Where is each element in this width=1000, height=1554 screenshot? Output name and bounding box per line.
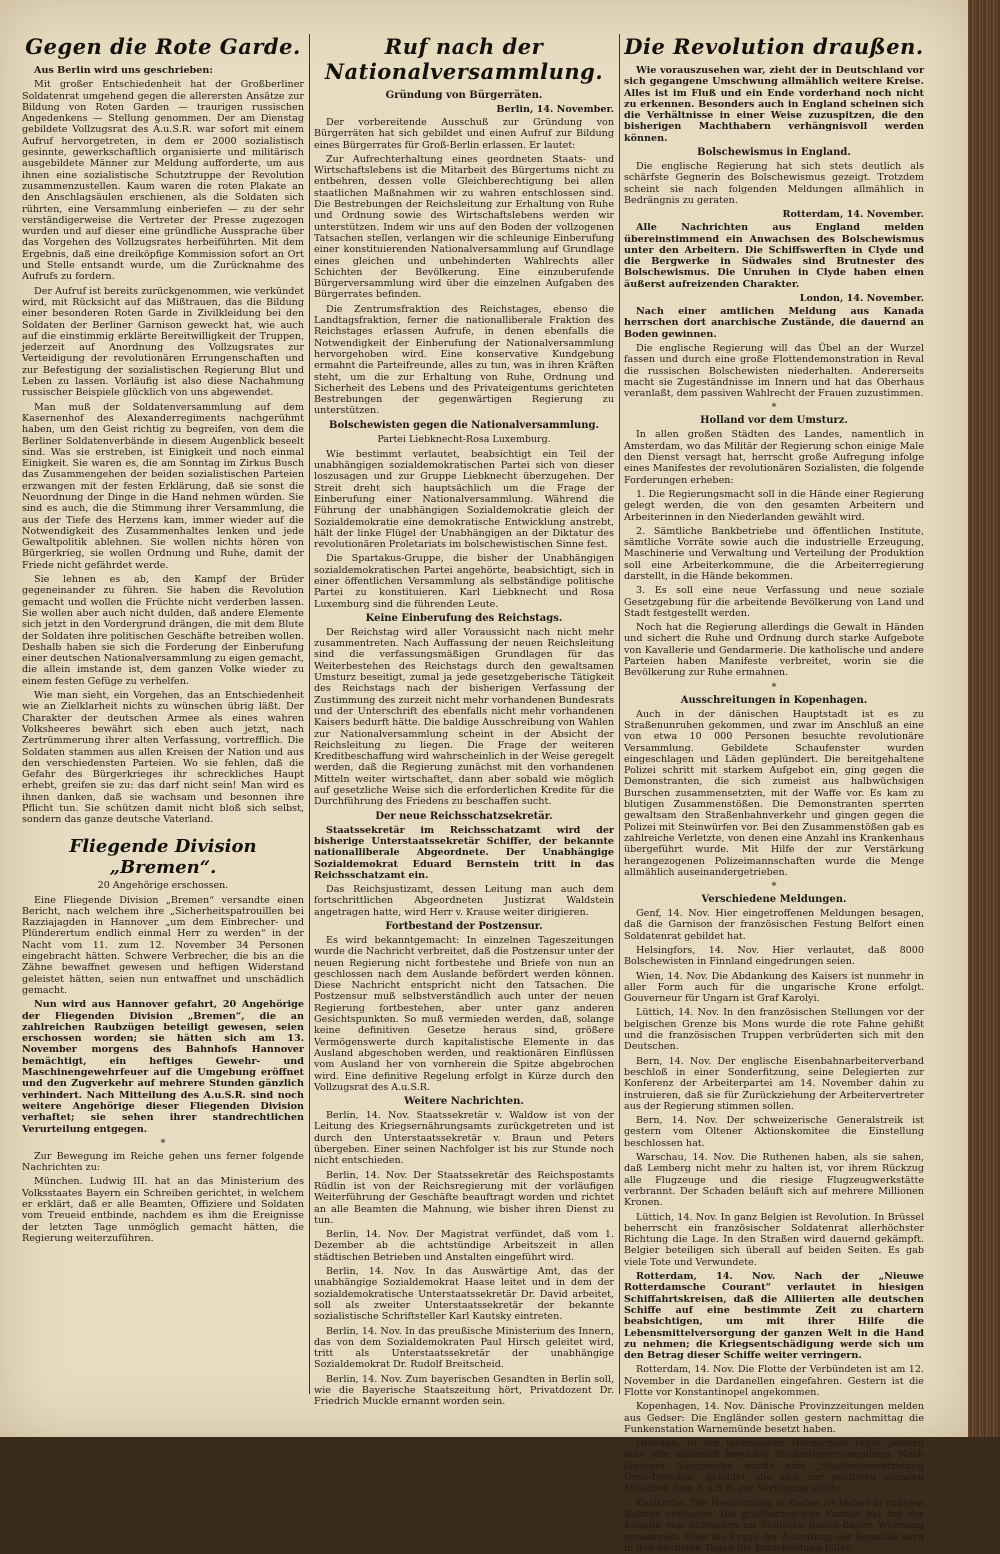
column-right bbox=[624, 34, 924, 1554]
column-middle bbox=[314, 34, 614, 1408]
paragraph: Bern, 14. Nov. Der schweizerische Generalstreik ist gestern vom Oltener Aktionskomitee die Einstellung beschlossen hat. bbox=[624, 1115, 924, 1149]
paragraph: Eine Fliegende Division „Bremen“ versandte einen Bericht, nach welchem ihre „Sicherheitspatrouillen bei Razziajagden in Hannover „um dem Einbrecher- und Plünderertum endlich einmal Herr zu werden“ in der Nacht vom 11. zum 12. November 34 Personen eingebracht hätten. Schwere Verbrecher, die bis an die Zähne bewaffnet gewesen und heftigen Widerstand geleistet hätten, seien nun entwaffnet und unschädlich gemacht. bbox=[22, 894, 304, 996]
paragraph: Es wird bekanntgemacht: In einzelnen Tageszeitungen wurde die Nachricht verbreitet, daß die Postzensur unter der neuen Regierung nicht fortbestehe und Briefe von nun an geschlossen nach dem Auslande befördert werden können. Diese Nachricht entspricht nicht den Tatsachen. Die Postzensur muß selbstverständlich auch unter der neuen Regierung fortbestehen, aber unter ganz anderen Gesichtspunkten. So muß vermieden werden, daß, solange keine definitiven Gesetze heraus sind, größere Vermögenswerte durch kapitalistische Elemente in das Ausland abgeschoben werden, und reaktionären Einflüssen vom Ausland her von vornherein die Spitze abgebrochen wird. Eine definitive Regelung erfolgt in Kürze durch den Vollzugsrat des A.u.S.R. bbox=[314, 935, 614, 1093]
paragraph: Die englische Regierung will das Übel an der Wurzel fassen und durch eine große Flottendemonstration in Reval die russischen Bolschewisten niederhalten. Andererseits macht sie Zugeständnisse im Innern und hat das Oberhaus veranlaßt, dem passiven Wahlrecht der Frauen zuzustimmen. bbox=[624, 342, 924, 400]
section-subheading: Partei Liebknecht-Rosa Luxemburg. bbox=[377, 433, 551, 445]
section-heading: Fortbestand der Postzensur. bbox=[385, 921, 543, 932]
paragraph: Alle Nachrichten aus England melden übereinstimmend ein Anwachsen des Bolschewismus unter den Arbeitern. Die Schiffswerften in Clyde und die Bergwerke in Südwales sind Brutnester des Bolschewismus. Die Unruhen in Clyde haben einen äußerst aufreizenden Charakter. bbox=[624, 222, 924, 290]
paragraph: Man muß der Soldatenversammlung auf dem Kasernenhof des Alexanderregiments nachgerühmt haben, um den Geist richtig zu begreifen, von dem die Berliner Soldatenverbände in diesem Augenblick beseelt sind. Was sie erstreben, ist Einigkeit und noch einmal Einigkeit. Sie waren es, die am Sonntag im Zirkus Busch das Zusammengehen der beiden sozialistischen Parteien erzwangen mit der festen Erklärung, daß sie sonst die Neuordnung der Dinge in die Hand nehmen würden. Sie sind es auch, die die Stimmung ihrer Versammlung, die aus der Tiefe des Herzens kam, immer wieder auf die Notwendigkeit des Zusammenhaltes lenken und jede Gewaltpolitik ablehnen. Sie wollen nichts hören von Bürgerkrieg, sie wollen Ordnung und Ruhe, damit der Friede nicht gefährdet werde. bbox=[22, 401, 304, 571]
paragraph: 1. Die Regierungsmacht soll in die Hände einer Regierung gelegt werden, die von den gesamten Arbeitern und Arbeiterinnen in den Niederlanden gewählt wird. bbox=[624, 488, 924, 523]
paragraph: Die Spartakus-Gruppe, die bisher der Unabhängigen sozialdemokratischen Partei angehörte, beabsichtigt, sich in einer öffentlichen Versammlung als selbständige politische Partei zu konstituieren. Karl Liebknecht und Rosa Luxemburg sind die führenden Leute. bbox=[314, 553, 614, 610]
paragraph: Wie bestimmt verlautet, beabsichtigt ein Teil der unabhängigen sozialdemokratischen Partei sich von dieser loszusagen und zur Gruppe Liebknecht überzugehen. Der Streit dreht sich hauptsächlich um die Frage der Einberufung einer Nationalversammlung. Während die Führung der unabhängigen Sozialdemokratie gleich der Sozialdemokratie eine demokratische Entwicklung anstrebt, hält der linke Flügel der Unabhängigen an der Diktatur des revolutionären Proletariats im bolschewistischen Sinne fest. bbox=[314, 448, 614, 551]
paragraph: Nun wird aus Hannover gefahrt, 20 Angehörige der Fliegenden Division „Bremen“, die an zahlreichen Raubzügen beteiligt gewesen, seien erschossen worden; sie hätten sich am 13. November morgens des Bahnhofs Hannover bemächtigt, ein heftiges Gewehr- und Maschinengewehrfeuer auf die Umgebung eröffnet und den Zugverkehr auf mehrere Stunden gänzlich verhindert. Nach Mitteilung des A.u.S.R. sind noch weitere Angehörige dieser Fliegenden Division verhaftet; sie sehen ihrer standrechtlichen Verurteilung entgegen. bbox=[22, 999, 304, 1135]
dateline: London, 14. November. bbox=[799, 293, 924, 305]
paragraph: Dresden. In der technischen Hochschule tagte gestern eine sehr zahlreich besuchte Studentenversammlung. Nach längerer Aussprache wurde eine „Studentenvertretung Groß-Dresden“ gebildet, die sich zur positiven sozialen Mitarbeit dem A.u.S.R. zur Verfügung stellte. bbox=[624, 1438, 924, 1495]
section-heading: Weitere Nachrichten. bbox=[404, 1096, 524, 1108]
headline-nationalversammlung: Ruf nach der Nationalversammlung. bbox=[324, 34, 604, 84]
paragraph: Das Reichsjustizamt, dessen Leitung man auch dem fortschrittlichen Abgeordneten Justizrat Waldstein angetragen hatte, wird Herr v. Krause weiter dirigieren. bbox=[314, 884, 614, 918]
paragraph: Die englische Regierung hat sich stets deutlich als schärfste Gegnerin des Bolschewismus gezeigt. Trotzdem scheint sie nach folgenden Meldungen allmählich in Bedrängnis zu geraten. bbox=[624, 161, 924, 206]
separator-star: * bbox=[771, 402, 777, 414]
paragraph: In allen großen Städten des Landes, namentlich in Amsterdam, wo das Militär der Regierung schon einige Male den Dienst versagt hat, herrscht große Aufregung infolge eines Manifestes der revolutionären Sozialisten, die folgende Forderungen erheben: bbox=[624, 429, 924, 486]
paragraph: Wie vorauszusehen war, zieht der in Deutschland vor sich gegangene Umschwung allmählich weitere Kreise. Alles ist im Fluß und ein Ende vorderhand noch nicht zu erkennen. Besonders auch in England scheinen sich die Verhältnisse in einer Weise zuzuspitzen, die den bisherigen Machthabern verhängnisvoll werden können. bbox=[624, 65, 924, 144]
paragraph: Lüttich, 14. Nov. In den französischen Stellungen vor der belgischen Grenze bis Mons wurde die rote Fahne gehißt und die französischen Truppen verbrüderten sich mit den Deutschen. bbox=[624, 1007, 924, 1053]
paragraph: Nach einer amtlichen Meldung aus Kanada herrschen dort anarchische Zustände, die dauernd an Boden gewinnen. bbox=[624, 306, 924, 340]
paragraph: München. Ludwig III. hat an das Ministerium des Volksstaates Bayern ein Schreiben gerichtet, in welchem er erklärt, daß er alle Beamten, Offiziere und Soldaten vom Treueid entbinde, nachdem es ihm die Ereignisse der letzten Tage unmöglich gemacht hätten, die Regierung weiterzuführen. bbox=[22, 1176, 304, 1244]
section-heading: Holland vor dem Umsturz. bbox=[700, 415, 848, 427]
paragraph: Rotterdam, 14. Nov. Die Flotte der Verbündeten ist am 12. November in die Dardanellen eingefahren. Gestern ist die Flotte vor Konstantinopel angekommen. bbox=[624, 1364, 924, 1398]
section-heading: Der neue Reichsschatzsekretär. bbox=[375, 810, 553, 822]
paragraph: Berlin, 14. Nov. Zum bayerischen Gesandten in Berlin soll, wie die Bayerische Staatszeitung hört, Privatdozent Dr. Friedrich Muckle ernannt worden sein. bbox=[314, 1373, 614, 1408]
paragraph: Staatssekretär im Reichsschatzamt wird der bisherige Unterstaatssekretär Schiffer, der bekannte nationalliberale Abgeordnete. Der Unabhängige Sozialdemokrat Eduard Bernstein tritt in das Reichsschatzamt ein. bbox=[314, 824, 614, 881]
headline-rote-garde: Gegen die Rote Garde. bbox=[25, 34, 301, 59]
paragraph: Wie man sieht, ein Vorgehen, das an Entschiedenheit wie an Zielklarheit nichts zu wünschen übrig läßt. Der Charakter der deutschen Armee als eines wahren Volksheeres bewährt sich eben auch jetzt, nach Zertrümmerung ihrer alten Verfassung, vortrefflich. Die Soldaten stammen aus allen Kreisen der Nation und aus den verschiedensten Parteien. Wo sie fehlen, daß die Gefahr des Bürgerkrieges ihr schreckliches Haupt erhebt, greifen sie zu: das darf nicht sein! Man wird es ihnen danken, daß sie wachsam und besonnen ihre Pflicht tun. Sie schützen damit nicht bloß sich selbst, sondern das ganze deutsche Vaterland. bbox=[22, 690, 304, 826]
separator-star: * bbox=[771, 881, 777, 893]
section-heading: Bolschewisten gegen die Nationalversammlung. bbox=[329, 419, 599, 431]
paragraph: Berlin, 14. Nov. Der Staatssekretär des Reichspostamts Rüdlin ist von der Reichsregierung mit der vorläufigen Weiterführung der Geschäfte beauftragt worden und richtet an alle Beamten die Mahnung, wie bisher ihren Dienst zu tun. bbox=[314, 1169, 614, 1226]
separator-star: * bbox=[771, 681, 777, 693]
paragraph: Zur Aufrechterhaltung eines geordneten Staats- und Wirtschaftslebens ist die Mitarbeit des Bürgertums nicht zu entbehren, dessen volle Gleichberechtigung bei allen staatlichen Maßnahmen wir zu wahren entschlossen sind. Die Bestrebungen der Reichsleitung zur Erhaltung von Ruhe und Ordnung sowie des Wirtschaftslebens werden wir unterstützen. Indem wir uns auf den Boden der vollzogenen Tatsachen stellen, verlangen wir die schleunige Einberufung einer konstituierenden Nationalversammlung auf Grundlage eines gleichen und unbehinderten Wahlrechts aller Schichten der Bevölkerung. Eine einzuberufende Bürgerversammlung wird über die einzelnen Aufgaben des Bürgerrates befinden. bbox=[314, 153, 614, 301]
dateline: Rotterdam, 14. November. bbox=[782, 209, 924, 221]
paragraph: Der Reichstag wird aller Voraussicht nach nicht mehr zusammentreten. Nach Auffassung der neuen Reichsleitung sind die verfassungsmäßigen Grundlagen für das Weiterbestehen des Reichstags durch den gewaltsamen Umsturz beseitigt, zumal ja jede gesetzgeberische Tätigkeit des Reichstags nach der bisherigen Verfassung der Zustimmung des zurzeit nicht mehr vorhandenen Bundesrats und der Unterschrift des ebenfalls nicht mehr vorhandenen Kaisers bedurft hätte. Die baldige Ausschreibung von Wahlen zur Nationalversammlung scheint in der Absicht der Reichsleitung zu liegen. Die Frage der weiteren Kreditbeschaffung wird wahrscheinlich in der Weise geregelt werden, daß die Regierung zunächst mit den vorhandenen Mitteln weiter wirtschaftet, dann aber sobald wie möglich auf gesetzliche Weise sich die erforderlichen Kredite für die Durchführung des Friedens zu beschaffen sucht. bbox=[314, 626, 614, 808]
section-heading: Bolschewismus in England. bbox=[697, 147, 851, 159]
column-left bbox=[22, 34, 304, 1394]
column-rule bbox=[309, 34, 310, 1394]
headline-fliegende-division: Fliegende Division „Bremen“. bbox=[69, 835, 257, 878]
paragraph: Lüttich, 14. Nov. In ganz Belgien ist Revolution. In Brüssel beherrscht ein französischer Soldatenrat allerhöchster Richtung die Lage. In den Straßen wird dauernd gekämpft. Belgier beteiligen sich überall auf beiden Seiten. Es gab viele Tote und Verwundete. bbox=[624, 1211, 924, 1268]
paragraph: Auch in der dänischen Hauptstadt ist es zu Straßenunruhen gekommen, und zwar im Anschluß an eine von etwa 10 000 Personen besuchte revolutionäre Versammlung. Gebildete Schaufenster wurden eingeschlagen und Läden geplündert. Die bereitgehaltene Polizei schritt mit starkem Aufgebot ein, ging gegen die Demonstranten, die sich zumeist aus halbwüchsigen Burschen zusammensetzten, mit der Waffe vor. Es kam zu blutigen Zusammenstößen. Die Demonstranten sperrten gewaltsam den Straßenbahnverkehr und gingen gegen die Polizei mit Steinwürfen vor. Bei den Zusammenstößen gab es zahlreiche Verletzte, von denen eine Anzahl ins Krankenhaus übergeführt wurde. Mit Hilfe der zur Verstärkung herangezogenen Polizeimannschaften wurde die Menge allmählich auseinandergetrieben. bbox=[624, 708, 924, 878]
column-rule bbox=[619, 34, 620, 1394]
paragraph: Rotterdam, 14. Nov. Nach der „Nieuwe Rotterdamsche Courant“ verlautet in hiesigen Schiffahrtskreisen, daß die Alliierten alle deutschen Schiffe auf eine bestimmte Zeit zu chartern beabsichtigen, um mit ihrer Hilfe die Lebensmittelversorgung der ganzen Welt in die Hand zu nehmen; die Kriegsentschädigung werde sich um den Betrag dieser Schiffe weiter verringern. bbox=[624, 1271, 924, 1362]
section-heading: Verschiedene Meldungen. bbox=[701, 894, 847, 906]
subheadline: Gründung von Bürgerräten. bbox=[385, 90, 543, 101]
section-heading: Keine Einberufung des Reichstags. bbox=[365, 612, 563, 624]
dateline: Berlin, 14. November. bbox=[496, 104, 614, 115]
paragraph: Berlin, 14. Nov. In das Auswärtige Amt, das der unabhängige Sozialdemokrat Haase leitet und in dem der sozialdemokratische Unterstaatssekretär Dr. David arbeitet, soll als zweiter Unterstaatssekretär der bekannte sozialistische Schriftsteller Karl Kautsky eintreten. bbox=[314, 1266, 614, 1323]
paragraph: 3. Es soll eine neue Verfassung und neue soziale Gesetzgebung für die arbeitende Bevölkerung von Land und Stadt festgestellt werden. bbox=[624, 585, 924, 619]
separator-star: * bbox=[160, 1137, 166, 1149]
paragraph: Berlin, 14. Nov. Staatssekretär v. Waldow ist von der Leitung des Kriegsernährungsamts zurückgetreten und ist durch den Unterstaatssekretär v. Braun und Peters übergeben. Einer seinen Nachfolger ist bis zur Stunde noch nicht entschieden. bbox=[314, 1110, 614, 1167]
paragraph: Karlsruhe. Die Neuordnung in Baden ist bisher in ruhigen Bahnen verlaufen. Die großherzogliche Familie hat mit der Königin von Schweden im Schlosse Baden-Baden Wohnung genommen. Über die Frage der Ausrufung der Republik wird in den nächsten Tagen die Entscheidung fallen. bbox=[624, 1497, 924, 1554]
paragraph: Kopenhagen, 14. Nov. Dänische Provinzzeitungen melden aus Gedser: Die Engländer sollen gestern nachmittag die Funkenstation Warnemünde besetzt haben. bbox=[624, 1401, 924, 1435]
paragraph: Genf, 14. Nov. Hier eingetroffenen Meldungen besagen, daß die Garnison der französischen Festung Belfort einen Soldatenrat gebildet hat. bbox=[624, 908, 924, 942]
paragraph: Sie lehnen es ab, den Kampf der Brüder gegeneinander zu führen. Sie haben die Revolution gemacht und wollen die Früchte nicht verderben lassen. Sie wollen aber auch nicht dulden, daß andere Elemente sich jetzt in den Vordergrund drängen, die mit dem Blute der Soldaten ihre politischen Geschäfte betreiben wollen. Deshalb haben sie sich die Forderung der Einberufung einer deutschen Nationalversammlung zu eigen gemacht, die allein imstande ist, dem ganzen Volke wieder zu einem festen Gefüge zu verhelfen. bbox=[22, 574, 304, 687]
headline-revolution-draussen: Die Revolution draußen. bbox=[624, 34, 924, 59]
paragraph: Der Aufruf ist bereits zurückgenommen, wie verkündet wird, mit Rücksicht auf das Mißtrauen, das die Bildung einer besonderen Roten Garde in Zivilkleidung bei den Soldaten der Berliner Garnison geweckt hat, wie auch auf die einstimmig erklärte Bereitwilligkeit der Truppen, jederzeit auf Anordnung des Vollzugsrates zur Verteidigung der revolutionären Errungenschaften und zur Befestigung der sozialistischen Regierung Blut und Leben zu lassen. Vorläufig ist also diese Nachahmung russischer Beispiele glücklich von uns abgewendet. bbox=[22, 285, 304, 399]
paragraph: Aus Berlin wird uns geschrieben: bbox=[34, 65, 213, 76]
subheadline: 20 Angehörige erschossen. bbox=[97, 879, 229, 891]
paragraph: Helsingfors, 14. Nov. Hier verlautet, daß 8000 Bolschewisten in Finnland eingedrungen seien. bbox=[624, 945, 924, 968]
paragraph: Mit großer Entschiedenheit hat der Großberliner Soldatenrat umgehend gegen die allerersten Ansätze zur Bildung von Roten Garden — traurigen russischen Angedenkens — Stellung genommen. Der am Dienstag gebildete Vollzugsrat des A.u.S.R. war sofort mit einem Aufruf hervorgetreten, in dem er 2000 sozialistisch gesinnte, gewerkschaftlich organisierte und militärisch ausgebildete Männer zur Meldung aufforderte, um aus ihnen eine sozialistische Schutztruppe der Revolution zusammenzustellen. Kaum waren die roten Plakate an den Anschlagsäulen erschienen, als die Soldaten sich rührten, eine Versammlung einberiefen — zu der sehr verständigerweise die Vertreter der Presse zugezogen wurden und auf dieser eine gründliche Aussprache über das Vorgehen des Vollzugsrates herbeiführten. Mit dem Ergebnis, daß eine dreiköpfige Kommission sofort an Ort und Stelle entsandt wurde, um die Zurücknahme des Aufrufs zu fordern. bbox=[22, 79, 304, 283]
paragraph: Berlin, 14. Nov. Der Magistrat verfündet, daß vom 1. Dezember ab die achtstündige Arbeitszeit in allen städtischen Betrieben und Anstalten eingeführt wird. bbox=[314, 1229, 614, 1263]
paragraph: Die Zentrumsfraktion des Reichstages, ebenso die Landtagsfraktion, ferner die nationalliberale Fraktion des Reichstages erlassen Aufrufe, in denen ebenfalls die Notwendigkeit der Einberufung der Nationalversammlung hervorgehoben wird. Eine konservative Kundgebung ermahnt die Parteifreunde, alles zu tun, was in ihren Kräften steht, um die zur Erhaltung von Ruhe, Ordnung und Sicherheit des Lebens und des Privateigentums gerichteten Bestrebungen der gegenwärtigen Regierung zu unterstützen. bbox=[314, 303, 614, 417]
book-binding-edge bbox=[968, 0, 1000, 1437]
paragraph: Zur Bewegung im Reiche gehen uns ferner folgende Nachrichten zu: bbox=[22, 1150, 304, 1174]
paragraph: Noch hat die Regierung allerdings die Gewalt in Händen und sichert die Ruhe und Ordnung durch starke Aufgebote von Kavallerie und Gendarmerie. Die katholische und andere Parteien haben Manifeste verbreitet, worin sie die Bevölkerung zur Ruhe ermahnen. bbox=[624, 622, 924, 679]
section-heading: Ausschreitungen in Kopenhagen. bbox=[680, 694, 868, 706]
paragraph: Warschau, 14. Nov. Die Ruthenen haben, als sie sahen, daß Lemberg nicht mehr zu halten ist, vor ihrem Rückzug alle Flugzeuge und die riesige Flugzeugwerkstätte verbrannt. Der Schaden beläuft sich auf mehrere Millionen Kronen. bbox=[624, 1152, 924, 1209]
paragraph: Der vorbereitende Ausschuß zur Gründung von Bürgerräten hat sich gebildet und einen Aufruf zur Bildung eines Bürgerrates für Groß-Berlin erlassen. Er lautet: bbox=[314, 117, 614, 151]
paragraph: Bern, 14. Nov. Der englische Eisenbahnarbeiterverband beschloß in einer Sonderfitzung, seine Delegierten zur Konferenz der Arbeiterpartei am 14. November dahin zu instruieren, daß sie für Zurückziehung der Arbeitervertreter aus der Regierung stimmen sollen. bbox=[624, 1055, 924, 1112]
paragraph: 2. Sämtliche Bankbetriebe und öffentlichen Institute, sämtliche Vorräte sowie auch die industrielle Erzeugung, Maschinerie und Verwaltung und Verteilung der Produktion soll eine Arbeiterkommune, die die Arbeiterregierung darstellt, in die Hände bekommen. bbox=[624, 525, 924, 582]
paragraph: Wien, 14. Nov. Die Abdankung des Kaisers ist nunmehr in aller Form auch für die ungarische Krone erfolgt. Gouverneur für Ungarn ist Graf Karolyi. bbox=[624, 970, 924, 1005]
paragraph: Berlin, 14. Nov. In das preußische Ministerium des Innern, das von dem Sozialdemokraten Paul Hirsch geleitet wird, tritt als Unterstaatssekretär der unabhängige Sozialdemokrat Dr. Rudolf Breitscheid. bbox=[314, 1325, 614, 1371]
